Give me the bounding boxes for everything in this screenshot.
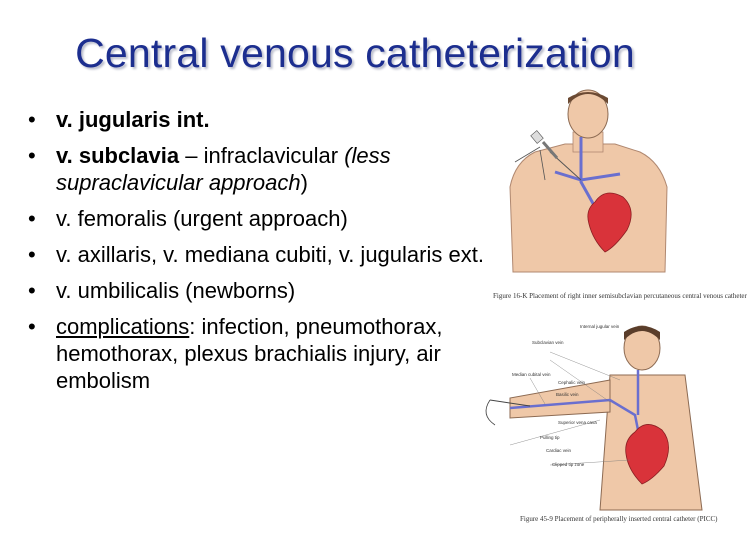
arm-illustration [470, 320, 720, 535]
figure-label: Basilic vein [556, 392, 579, 397]
bullet-dot: • [28, 314, 36, 339]
figure-label: Superior vena cava [558, 420, 597, 425]
figure-label: Cardiac vein [546, 448, 572, 453]
bullet-item [26, 205, 506, 232]
bullet-text: v. umbilicalis (newborns) [56, 278, 296, 303]
bullet-dot: • [28, 143, 36, 168]
bullet-dot: • [28, 206, 36, 231]
figure-caption: Figure 16-K Placement of right inner semisubclavian percutaneous central venous catheter [493, 292, 747, 300]
bullet-tail-text: ) [300, 170, 308, 195]
slide-title: Central venous catheterization [75, 30, 635, 76]
bullet-list [26, 106, 506, 403]
bullet-underlined-text: complications [56, 314, 190, 339]
bullet-bold-text: v. jugularis int. [56, 107, 210, 132]
bullet-bold-text: v. subclavia [56, 143, 180, 168]
jugular-catheter-figure [455, 92, 747, 322]
bullet-dot: • [28, 242, 36, 267]
figure-label: Internal jugular vein [580, 324, 620, 329]
figure-label: Clipped tip zone [552, 462, 585, 467]
bullet-text: v. femoralis (urgent approach) [56, 206, 348, 231]
figure-label: Pulling tip [540, 435, 560, 440]
figure-label: Subclavian vein [532, 340, 564, 345]
bullet-dot: • [28, 278, 36, 303]
bullet-text: – infraclavicular [179, 143, 345, 168]
bullet-item [26, 106, 506, 133]
bullet-item [26, 313, 506, 394]
figure-label: Cephalic vein [558, 380, 586, 385]
figure-caption: Figure 45-9 Placement of peripherally inserted central catheter (PICC) [520, 515, 718, 523]
bullet-dot: • [28, 107, 36, 132]
torso-illustration [455, 92, 720, 322]
bullet-text: : infection, pneumothorax, hemothorax, plexus brachialis injury, air embolism [56, 314, 443, 393]
bullet-item [26, 277, 506, 304]
bullet-item [26, 241, 506, 268]
bullet-italic-text: (less supraclavicular approach [56, 143, 391, 195]
bullet-item [26, 142, 506, 196]
figure-label: Median cubital vein [512, 372, 551, 377]
picc-figure [470, 320, 720, 535]
bullet-text: v. axillaris, v. mediana cubiti, v. jugularis ext. [56, 242, 484, 267]
